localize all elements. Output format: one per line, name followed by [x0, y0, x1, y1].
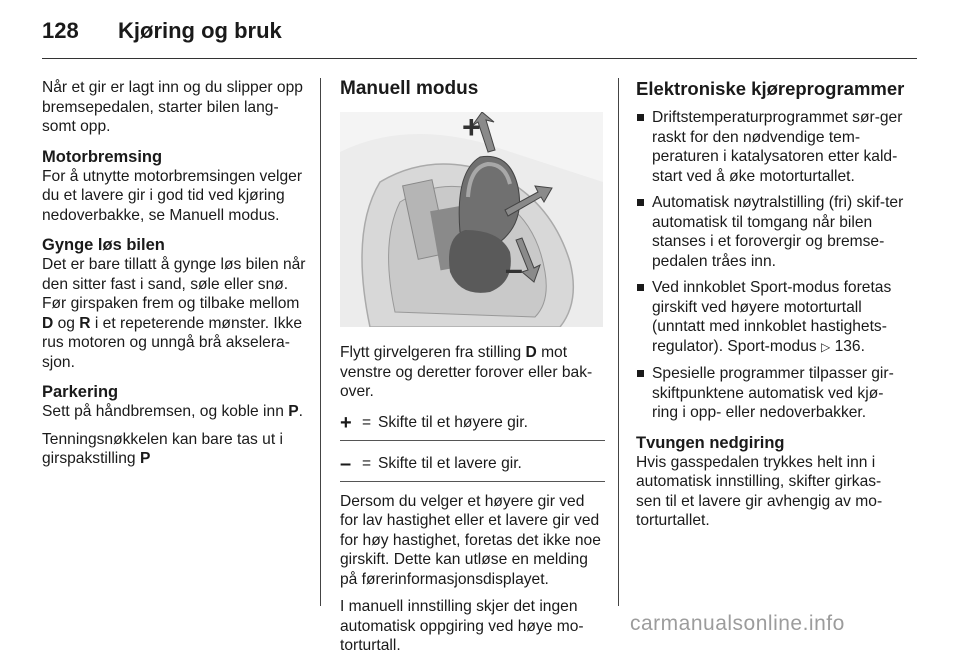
- intro-paragraph: Når et gir er lagt inn og du slipper opp bremsepedalen, starter bilen lang-somt opp.: [42, 79, 303, 135]
- list-item-text: Automatisk nøytralstilling (fri) skif-ter automatisk til tomgang når bilen stanses i et forovergir og bremse-pedalen tråes inn.: [652, 194, 904, 270]
- rock-free-text-c: i et repeterende mønster. Ikke rus motoren og unngå brå akselera-sjon.: [42, 314, 303, 371]
- manual-mode-heading: Manuell modus: [340, 78, 479, 99]
- legend-row-upshift: [340, 410, 605, 436]
- legend-downshift-text: Skifte til et lavere gir.: [378, 454, 522, 472]
- column-divider-1: [320, 78, 321, 606]
- column-middle: [340, 78, 605, 664]
- list-item-text: Spesielle programmer tilpasser gir-skiftpunktene automatisk ved kjø-ring i opp- eller nedoverbakker.: [652, 365, 894, 421]
- list-item: [636, 193, 906, 271]
- legend-upshift-text: Skifte til et høyere gir.: [378, 413, 528, 431]
- caption-text-b: mot venstre og deretter forover eller bak-over.: [340, 344, 593, 400]
- kickdown-section: [636, 433, 906, 531]
- page-reference[interactable]: 136.: [830, 337, 865, 355]
- engine-braking-text: For å utnytte motorbremsingen velger du et lavere gir i god tid ved kjøring nedoverbakke, se Manuell modus.: [42, 167, 303, 224]
- parking-heading: Parkering: [42, 383, 119, 401]
- legend-divider: [340, 440, 605, 441]
- kickdown-heading: Tvungen nedgiring: [636, 433, 785, 452]
- list-item: [636, 364, 906, 423]
- bullet-square: [637, 370, 644, 377]
- bullet-square: [637, 114, 644, 121]
- caption-gear-d: D: [525, 344, 537, 361]
- figure-caption: [340, 343, 605, 402]
- rock-free-text-b: og: [53, 314, 80, 332]
- bullet-square: [637, 284, 644, 291]
- column-right: [636, 78, 906, 539]
- list-item-text: Ved innkoblet Sport-modus foretas girskift ved høyere motorturtall (unntatt med innkoblet hastighets-regulator). Sport-modus: [652, 279, 892, 355]
- watermark: carmanualsonline.info: [630, 612, 845, 635]
- rock-free-text-a: Det er bare tillatt å gynge løs bilen når den sitter fast i sand, søle eller snø. Før girspaken frem og tilbake mellom: [42, 256, 306, 312]
- page-header: [42, 14, 922, 54]
- gear-d-label: D: [42, 314, 54, 332]
- gear-r-label: R: [79, 314, 91, 332]
- gear-change-note: Dersom du velger et høyere gir ved for lav hastighet eller et lavere gir ved for høy hastighet, foretas det ikke noe girskift. Dette kan utløse en melding på førerinformasjonsdisplayet.: [340, 492, 601, 588]
- drive-programs-heading: Elektroniske kjøreprogrammer: [636, 78, 905, 99]
- rock-free-text: [42, 255, 310, 372]
- drive-programs-list: [636, 108, 906, 423]
- engine-braking-heading: Motorbremsing: [42, 147, 163, 166]
- caption-text-a: Flytt girvelgeren fra stilling: [340, 344, 526, 361]
- key-removal-text-a: Tenningsnøkkelen kan bare tas ut i girspakstilling: [42, 430, 283, 467]
- parking-section: [42, 382, 310, 469]
- gear-selector-illustration: [340, 112, 603, 327]
- list-item: [636, 108, 906, 186]
- gear-selector-figure: [340, 112, 603, 327]
- legend-divider: [340, 481, 605, 482]
- parking-text-b: .: [298, 403, 303, 420]
- figure-plus-sign: +: [462, 112, 481, 145]
- manual-no-upshift-note: I manuell innstilling skjer det ingen automatisk oppgiring ved høye mo-torturtall.: [340, 598, 584, 654]
- gear-p-label: P: [288, 403, 299, 420]
- key-gear-p-label: P: [139, 450, 151, 467]
- page-number: 128: [42, 18, 79, 43]
- figure-minus-sign: –: [505, 251, 523, 287]
- legend-row-downshift: [340, 451, 605, 477]
- plus-symbol: +: [340, 411, 352, 434]
- list-item-text: Driftstemperaturprogrammet sør-ger raskt for den nødvendige tem-peraturen i katalysatoren etter kald-start ved å øke motorturtallet.: [652, 109, 903, 185]
- rock-free-heading: Gynge løs bilen: [42, 236, 165, 254]
- parking-text-a: Sett på håndbremsen, og koble inn: [42, 403, 289, 420]
- key-removal-text: [42, 430, 310, 469]
- header-divider: [42, 58, 917, 59]
- kickdown-text: Hvis gasspedalen trykkes helt inn i automatisk innstilling, skifter girkas-sen til et lavere gir avhengig av mo-torturtallet.: [636, 453, 883, 529]
- parking-text: [42, 402, 310, 422]
- engine-braking-section: [42, 147, 310, 226]
- chapter-title: Kjøring og bruk: [118, 18, 282, 43]
- column-left: [42, 78, 310, 477]
- rock-free-section: [42, 235, 310, 372]
- legend-equals: =: [362, 454, 372, 472]
- legend-equals: =: [362, 413, 372, 431]
- list-item: [636, 278, 906, 357]
- page-reference-icon: ▷: [821, 339, 831, 354]
- minus-symbol: –: [340, 452, 352, 475]
- bullet-square: [637, 199, 644, 206]
- column-divider-2: [618, 78, 619, 606]
